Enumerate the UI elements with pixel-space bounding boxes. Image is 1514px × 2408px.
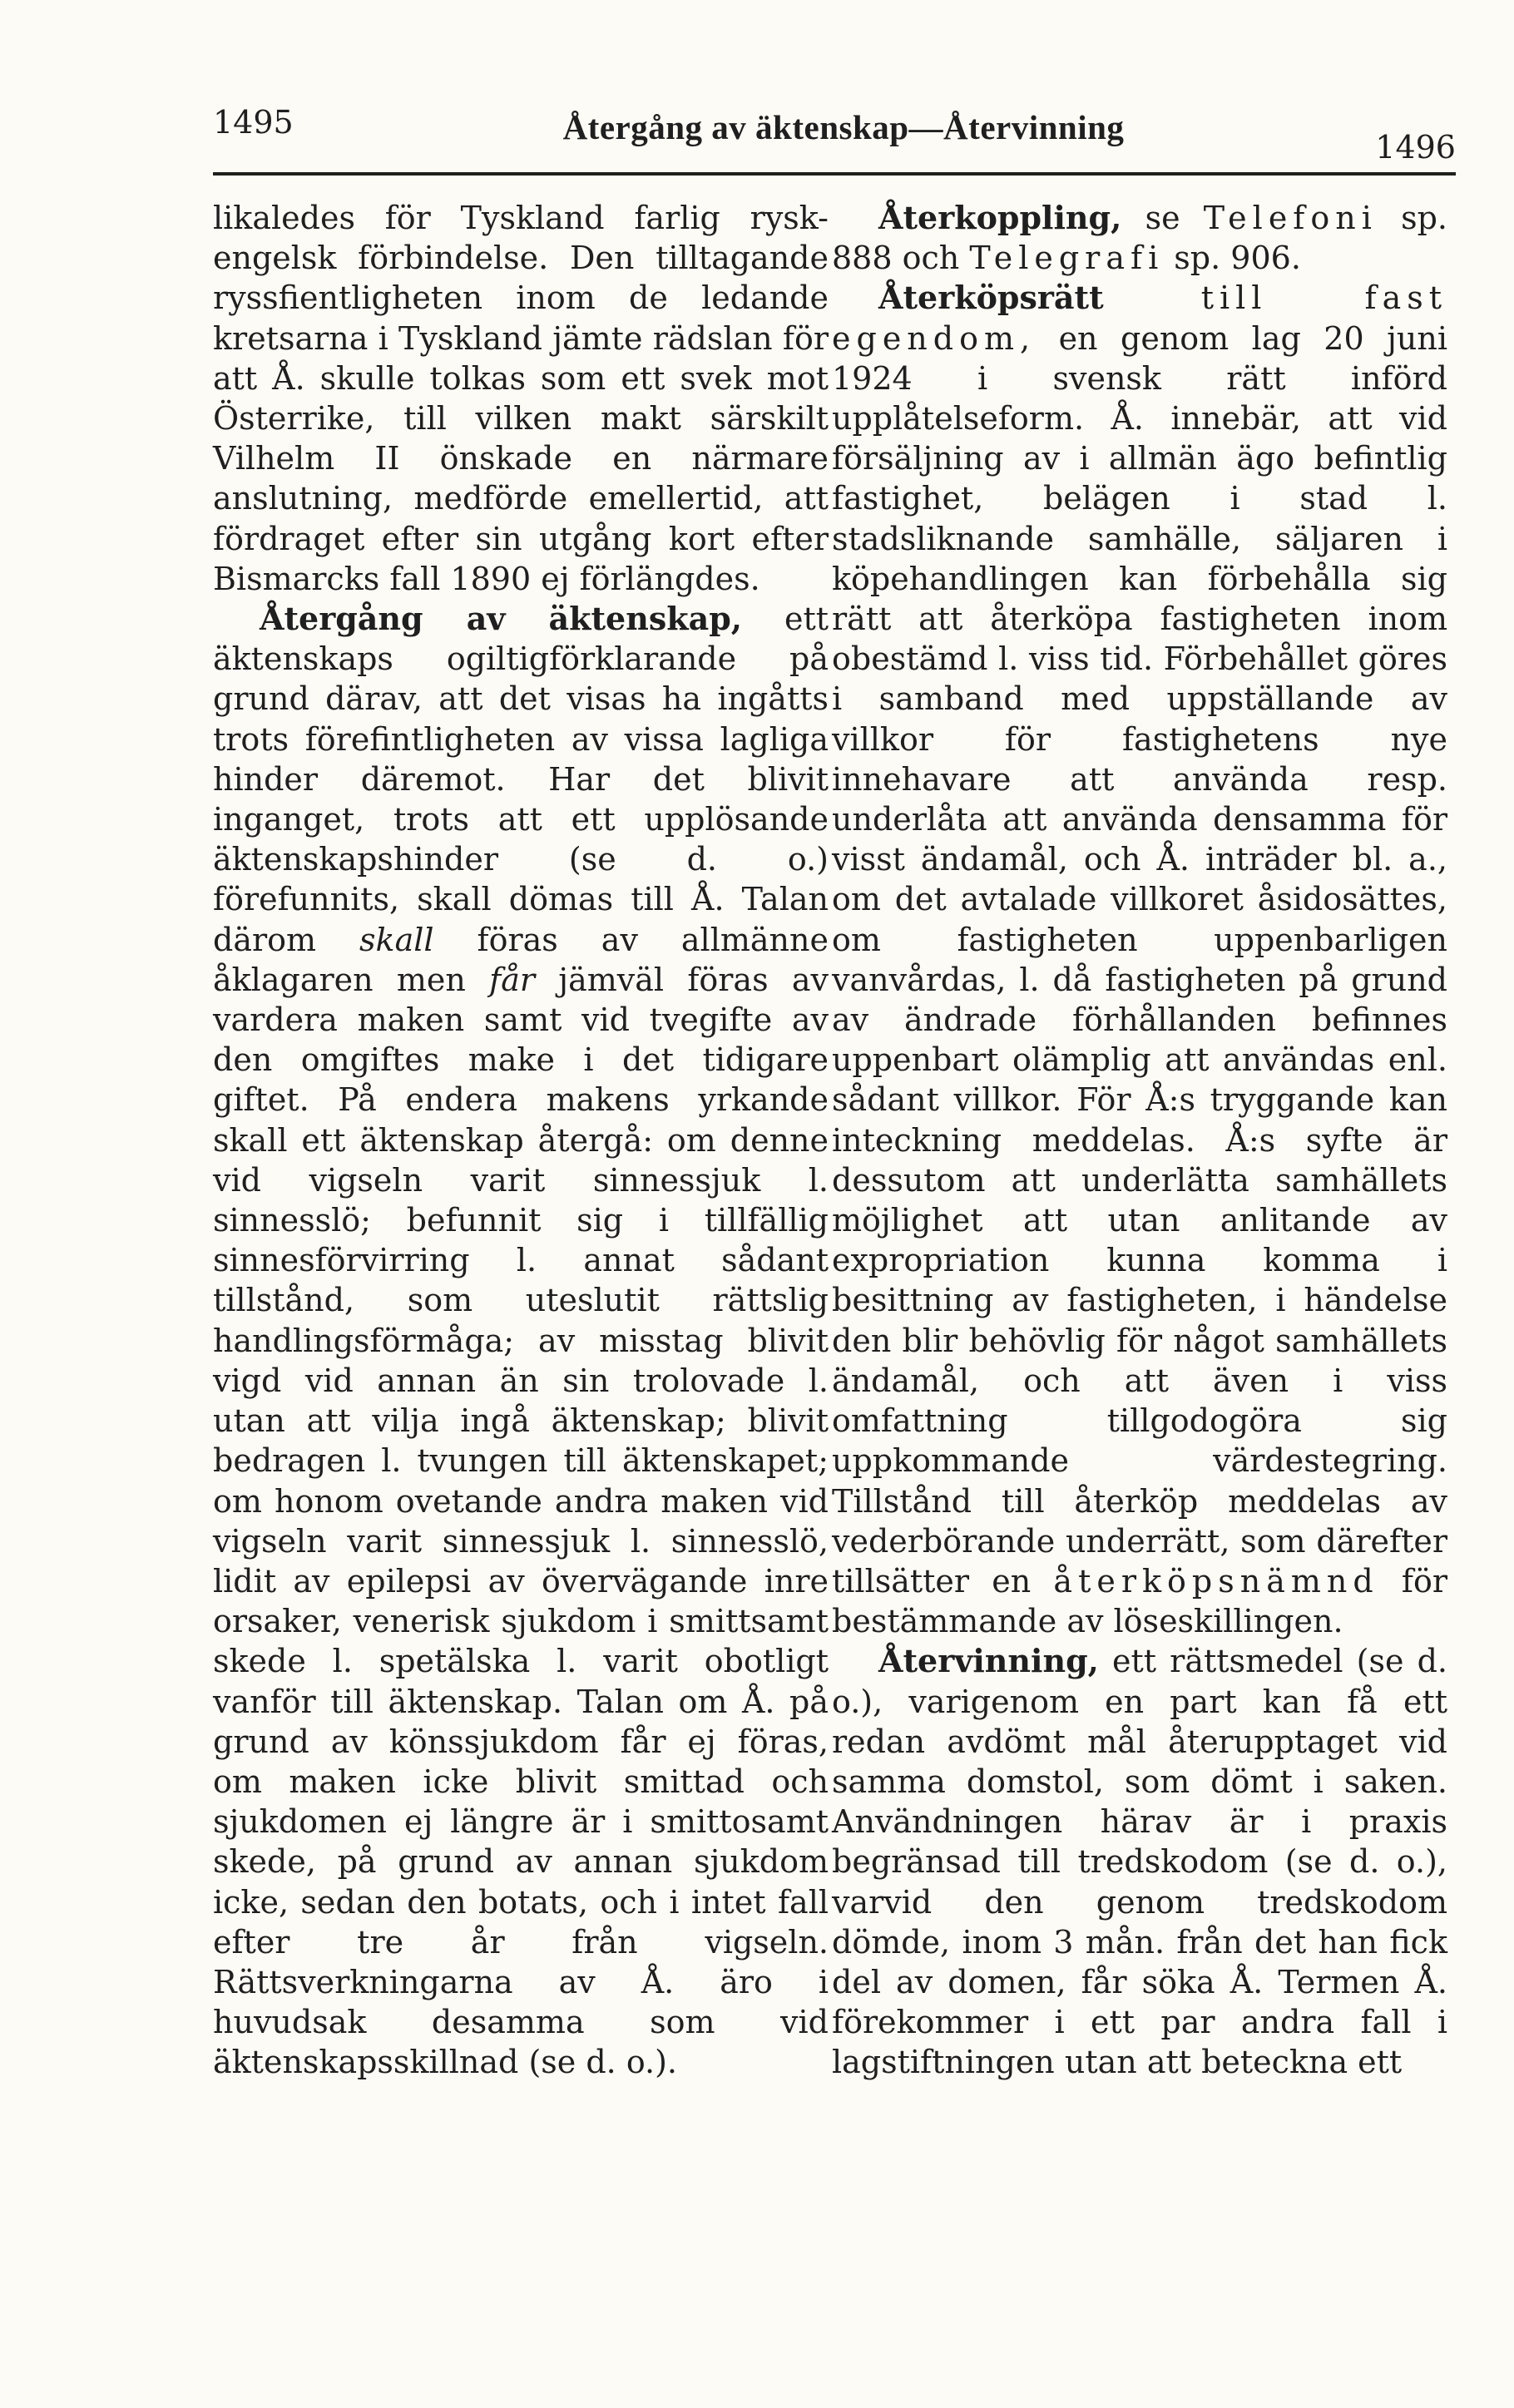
entry-atergang-av-aktenskap: [213, 599, 829, 2083]
page-header: [213, 98, 1456, 171]
entry-headword: Återköpsrätt: [878, 279, 1104, 317]
continuation-text: likaledes för Tyskland farlig rysk-engelsk förbindelse. Den tilltagande ryssfientligheten inom de ledande kretsarna i Tyskland jämte rädslan för att Å. skulle tolkas som ett svek mot Österrike, till vilken makt särskilt Vilhelm II önskade en närmare anslutning, medförde emellertid, att fördraget efter sin utgång kort efter Bismarcks fall 1890 ej förlängdes.: [213, 200, 829, 597]
cross-reference: Telegrafi: [969, 240, 1165, 277]
entry-body-part: sp. 906.: [1164, 240, 1301, 277]
entry-spaced-text: återköpsnämnd: [1053, 1562, 1379, 1600]
entry-body-part: ett rättsmedel (se d. o.), varigenom en part kan få ett redan avdömt mål återupptaget vid samma domstol, som dömt i saken. Användningen härav är i praxis begränsad till tredskodom (se d. o.), varvid den genom tredskodom dömde, inom 3 mån. från det han fick del av domen, får söka Å. Termen Å. förekommer i ett par andra fall i lagstiftningen utan att beteckna ett: [832, 1643, 1447, 2081]
entry-body-part: se: [1121, 200, 1204, 236]
continuation-paragraph: [213, 198, 829, 599]
entry-body-part: föras av allmänne åklagaren men: [213, 921, 829, 998]
entry-headword: Återgång av äktenskap,: [260, 600, 742, 638]
entry-spaced-text: till fast egendom,: [832, 279, 1447, 357]
entry-italic-word: får: [489, 961, 536, 998]
cross-reference: Telefoni: [1203, 200, 1378, 236]
left-column: [213, 198, 829, 2083]
running-title: Återgång av äktenskap—Återvinning: [562, 108, 1125, 146]
entry-body-part: jämväl föras av vardera maken samt vid tvegifte av den omgiftes make i det tidigare giftet. På endera makens yrkande skall ett äktenskap återgå: om denne vid vigseln varit sinnessjuk l. sinnesslö; befunnit sig i tillfällig sinnesförvirring l. annat sådant tillstånd, som uteslutit rättslig handlingsförmåga; av misstag blivit vigd vid annan än sin trolovade l. utan att vilja ingå äktenskap; blivit bedragen l. tvungen till äktenskapet; om honom ovetande andra maken vid vigseln varit sinnessjuk l. sinnesslö, lidit av epilepsi av övervägande inre orsaker, venerisk sjukdom i smittsamt skede l. spetälska l. varit obotligt vanför till äktenskap. Talan om Å. på grund av könssjukdom får ej föras, om maken icke blivit smittad och sjukdomen ej längre är i smittosamt skede, på grund av annan sjukdom icke, sedan den botats, och i intet fall efter tre år från vigseln. Rättsverkningarna av Å. äro i huvudsak desamma som vid äktenskapsskillnad (se d. o.).: [213, 961, 829, 2081]
entry-aterkopsratt: [832, 278, 1447, 1641]
entry-aterkoppling: [832, 198, 1447, 278]
right-page-number: 1496: [1375, 129, 1456, 166]
entry-atervinning: [832, 1641, 1447, 2082]
right-column: [832, 198, 1447, 2083]
entry-headword: Återvinning,: [878, 1642, 1099, 1680]
entry-body-part: för bestämmande av löseskillingen.: [832, 1562, 1447, 1640]
entry-body-part: sp. 888 och: [832, 200, 1448, 277]
left-page-number: 1495: [213, 104, 294, 141]
entry-body-part: ett äktenskaps ogiltigförklarande på grund därav, att det visas ha ingåtts trots förefintligheten av vissa lagliga hinder däremot. Har det blivit inganget, trots att ett upplösande äktenskapshinder (se d. o.) förefunnits, skall dömas till Å. Talan därom: [213, 601, 829, 958]
entry-body-part: en genom lag 20 juni 1924 i svensk rätt införd upplåtelseform. Å. innebär, att vid försäljning av i allmän ägo befintlig fastighet, belägen i stad l. stadsliknande samhälle, säljaren i köpehandlingen kan förbehålla sig rätt att återköpa fastigheten inom obestämd l. viss tid. Förbehållet göres i samband med uppställande av villkor för fastighetens nye innehavare att använda resp. underlåta att använda densamma för visst ändamål, och Å. inträder bl. a., om det avtalade villkoret åsidosättes, om fastigheten uppenbarligen vanvårdas, l. då fastigheten på grund av ändrade förhållanden befinnes uppenbart olämplig att användas enl. sådant villkor. För Å:s tryggande kan inteckning meddelas. Å:s syfte är dessutom att underlätta samhällets möjlighet att utan anlitande av expropriation kunna komma i besittning av fastigheten, i händelse den blir behövlig för något samhällets ändamål, och att även i viss omfattning tillgodogöra sig uppkommande värdestegring. Tillstånd till återköp meddelas av vederbörande underrätt, som därefter tillsätter en: [832, 319, 1447, 1600]
header-rule: [213, 172, 1456, 176]
entry-headword: Återkoppling,: [878, 199, 1122, 236]
entry-italic-word: skall: [359, 921, 434, 958]
